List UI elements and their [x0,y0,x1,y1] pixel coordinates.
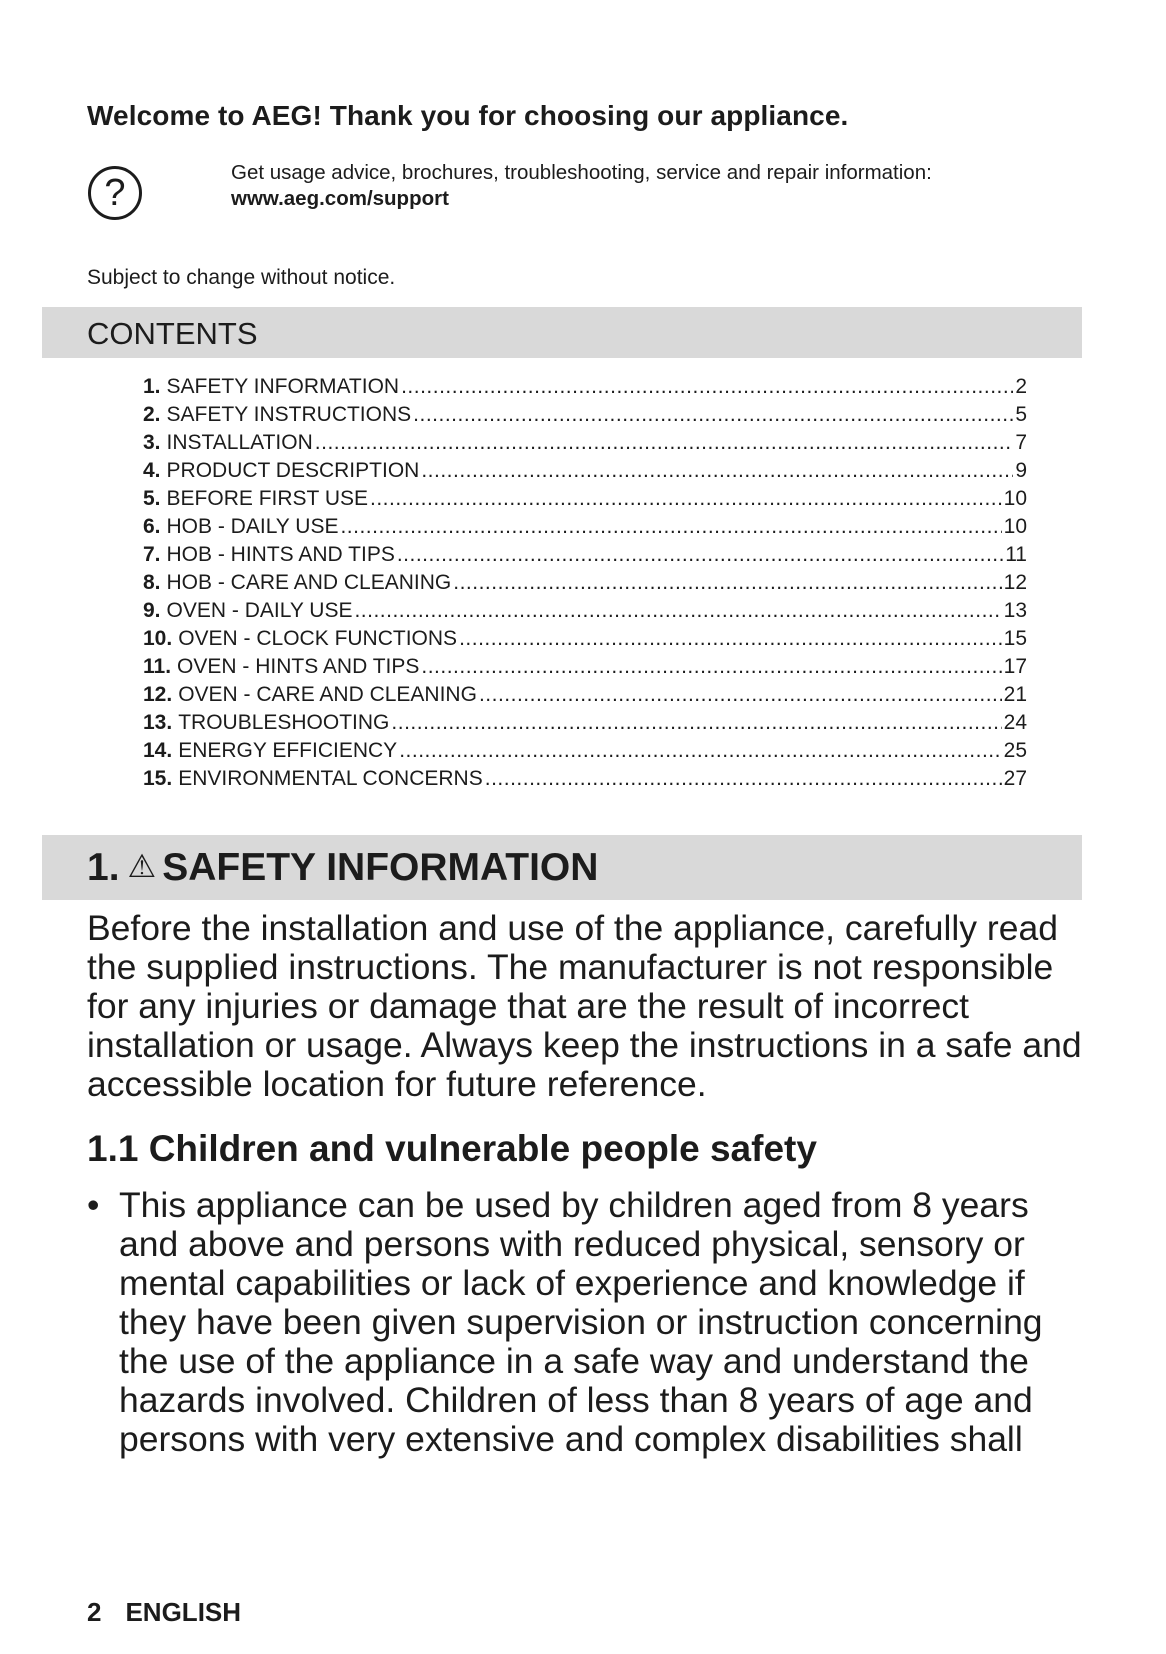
section-title-text: SAFETY INFORMATION [162,846,599,889]
toc-label: SAFETY INSTRUCTIONS [166,403,412,426]
toc-leader [459,625,1002,653]
subsection-title: 1.1 Children and vulnerable people safety [87,1128,817,1169]
safety-bullet-list [87,1186,1077,1459]
support-info [231,160,932,212]
toc-page: 13 [1003,599,1027,622]
toc-page: 15 [1003,627,1027,650]
toc-leader [399,737,1001,765]
toc-page: 7 [1015,431,1027,454]
help-question-icon: ? [88,166,142,220]
toc-page: 5 [1015,403,1027,426]
welcome-heading: Welcome to AEG! Thank you for choosing our appliance. [87,100,849,131]
toc-leader [413,401,1013,429]
toc-number: 5. [143,487,161,510]
toc-page: 27 [1003,767,1027,790]
toc-page: 25 [1003,739,1027,762]
toc-number: 14. [143,739,173,762]
toc-leader [453,569,1001,597]
toc-item[interactable] [143,457,1027,485]
safety-intro-paragraph: Before the installation and use of the appliance, carefully read the supplied instructions. The manufacturer is not responsible for any injuries or damage that are the result of incorrect installation or usage. Always keep the instructions in a safe and accessible location for future reference. [87,908,1082,1104]
toc-leader [485,765,1002,793]
toc-number: 1. [143,375,161,398]
toc-page: 21 [1003,683,1027,706]
table-of-contents [143,373,1027,793]
bullet-icon: • [87,1185,100,1225]
toc-item[interactable] [143,401,1027,429]
toc-item[interactable] [143,541,1027,569]
toc-item[interactable] [143,429,1027,457]
toc-leader [479,681,1002,709]
toc-number: 11. [143,655,172,678]
toc-label: ENVIRONMENTAL CONCERNS [178,767,483,790]
toc-item[interactable] [143,737,1027,765]
toc-page: 12 [1003,571,1027,594]
language-label: ENGLISH [125,1597,242,1627]
toc-item[interactable] [143,485,1027,513]
toc-label: SAFETY INFORMATION [166,375,400,398]
toc-label: PRODUCT DESCRIPTION [166,459,420,482]
toc-leader [421,457,1013,485]
support-link[interactable]: www.aeg.com/support [231,187,449,210]
toc-leader [421,653,1001,681]
toc-item[interactable] [143,765,1027,793]
toc-page: 2 [1015,375,1027,398]
toc-page: 11 [1005,543,1027,566]
toc-page: 10 [1003,515,1027,538]
toc-page: 24 [1003,711,1027,734]
toc-page: 10 [1003,487,1027,510]
toc-label: OVEN - HINTS AND TIPS [177,655,420,678]
support-text: Get usage advice, brochures, troubleshooting, service and repair information: [231,161,932,184]
toc-item[interactable] [143,625,1027,653]
toc-number: 12. [143,683,173,706]
toc-item[interactable] [143,569,1027,597]
toc-number: 10. [143,627,173,650]
toc-number: 2. [143,403,161,426]
toc-number: 15. [143,767,173,790]
page-number: 2 [87,1597,102,1627]
contents-title: CONTENTS [87,316,258,351]
toc-item[interactable] [143,653,1027,681]
toc-leader [391,709,1001,737]
toc-label: BEFORE FIRST USE [166,487,368,510]
toc-leader [401,373,1013,401]
toc-label: HOB - HINTS AND TIPS [166,543,395,566]
section-number: 1. [87,846,120,889]
toc-number: 7. [143,543,161,566]
safety-header-band [42,835,1082,900]
bullet-text: This appliance can be used by children aged from 8 years and above and persons with reduced physical, sensory or mental capabilities or lack of experience and knowledge if they have been given supervision or instruction concerning the use of the appliance in a safe way and understand the hazards involved. Children of less than 8 years of age and persons with very extensive and complex disabilities shall [119,1185,1043,1459]
toc-label: INSTALLATION [166,431,313,454]
toc-label: HOB - DAILY USE [166,515,339,538]
contents-header-band [42,307,1082,358]
toc-item[interactable] [143,597,1027,625]
toc-number: 6. [143,515,161,538]
list-item [87,1186,1077,1459]
toc-item[interactable] [143,373,1027,401]
toc-label: ENERGY EFFICIENCY [178,739,398,762]
toc-page: 17 [1003,655,1027,678]
toc-number: 8. [143,571,161,594]
toc-item[interactable] [143,709,1027,737]
toc-item[interactable] [143,681,1027,709]
toc-leader [315,429,1014,457]
toc-label: HOB - CARE AND CLEANING [166,571,452,594]
toc-leader [370,485,1002,513]
toc-leader [340,513,1001,541]
toc-page: 9 [1015,459,1027,482]
section-title [87,846,598,890]
toc-label: OVEN - CLOCK FUNCTIONS [178,627,458,650]
change-notice: Subject to change without notice. [87,266,396,289]
toc-leader [397,541,1003,569]
warning-triangle-icon: ⚠ [127,848,157,884]
toc-number: 9. [143,599,161,622]
toc-label: OVEN - DAILY USE [166,599,353,622]
toc-leader [354,597,1001,625]
toc-number: 13. [143,711,173,734]
toc-number: 3. [143,431,161,454]
page-footer [87,1597,241,1628]
toc-number: 4. [143,459,161,482]
toc-item[interactable] [143,513,1027,541]
toc-label: TROUBLESHOOTING [178,711,390,734]
toc-label: OVEN - CARE AND CLEANING [178,683,477,706]
